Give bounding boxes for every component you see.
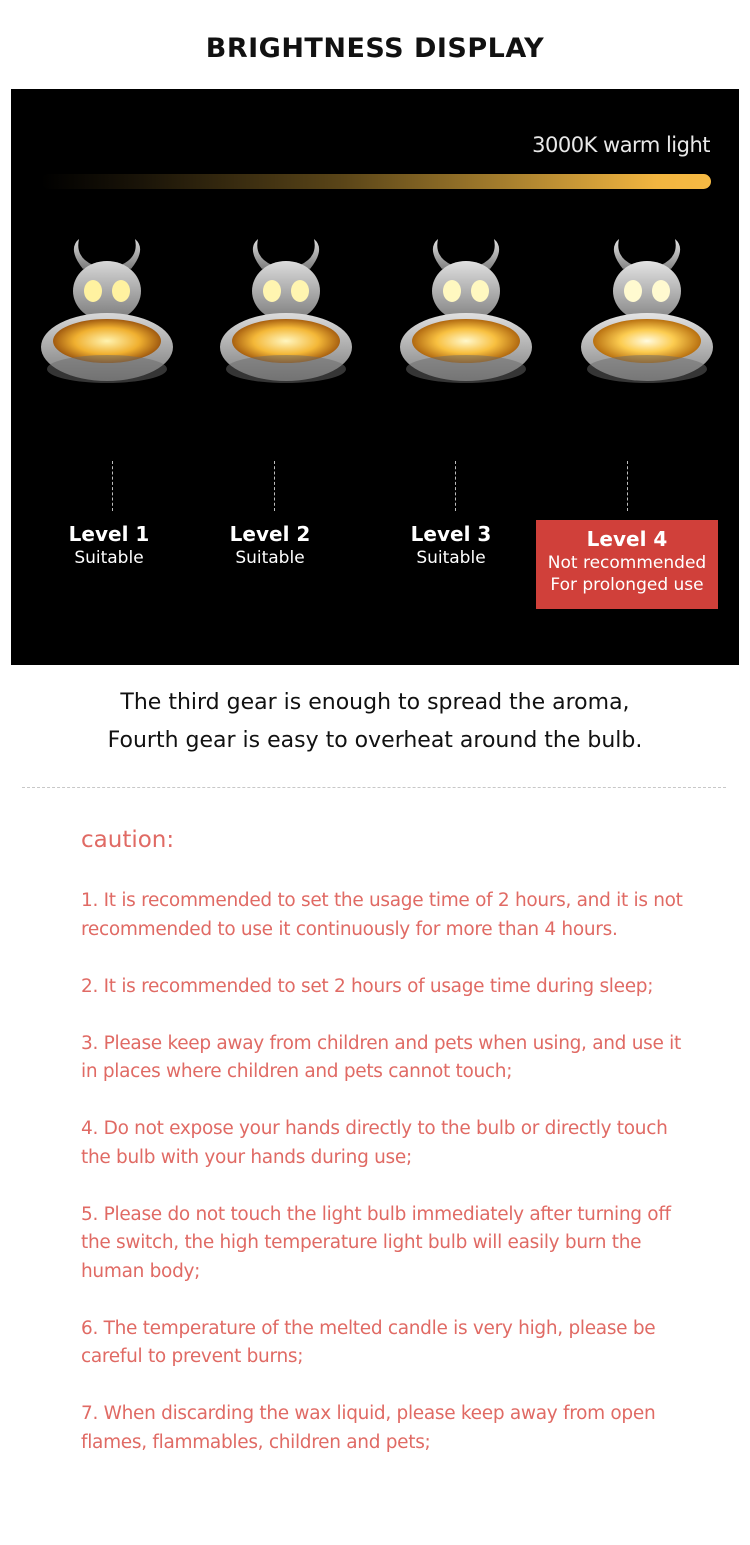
level-description: Suitable [416,548,486,568]
level-4-warning-label [536,520,718,609]
summary-line: Fourth gear is easy to overheat around the bulb. [107,728,643,753]
level-description: Suitable [74,548,144,568]
level-description: Suitable [235,548,305,568]
brightness-gradient-bar [41,174,711,189]
caution-heading: caution: [81,827,175,853]
caution-item: 2. It is recommended to set 2 hours of usage time during sleep; [81,975,654,997]
level-1-connector-line [112,461,113,511]
level-3-connector-line [455,461,456,511]
skull-candle-warmer-product-image [396,239,536,409]
caution-item: 5. Please do not touch the light bulb immediately after turning off the switch, the high temperature light bulb will easily burn the human body; [81,1203,671,1282]
skull-candle-warmer-product-image [577,239,717,409]
skull-candle-warmer-product-image [216,239,356,409]
page-title: BRIGHTNESS DISPLAY [205,33,545,64]
caution-item: 6. The temperature of the melted candle is very high, please be careful to prevent burns; [81,1317,656,1367]
brightness-panel [11,89,739,665]
level-name: Level 3 [410,522,492,546]
section-divider [22,787,726,788]
caution-item: 7. When discarding the wax liquid, please keep away from open flames, flammables, children and pets; [81,1403,656,1453]
level-1-label [19,521,199,569]
caution-item: 3. Please keep away from children and pets when using, and use it in places where children and pets cannot touch; [81,1032,681,1082]
skull-candle-warmer-product-image [37,239,177,409]
level-name: Level 2 [229,522,311,546]
level-description: For prolonged use [550,575,704,595]
level-2-connector-line [274,461,275,511]
level-name: Level 1 [68,522,150,546]
caution-list [81,887,691,1486]
level-2-label [180,521,360,569]
brightness-summary [0,684,750,760]
summary-line: The third gear is enough to spread the aroma, [120,690,630,715]
level-description: Not recommended [547,553,707,573]
caution-item: 1. It is recommended to set the usage time of 2 hours, and it is not recommended to use it continuously for more than 4 hours. [81,890,683,940]
level-3-label [361,521,541,569]
color-temperature-label: 3000K warm light [532,133,710,157]
caution-item: 4. Do not expose your hands directly to the bulb or directly touch the bulb with your hands during use; [81,1118,668,1168]
level-4-connector-line [627,461,628,511]
level-name: Level 4 [586,527,668,551]
